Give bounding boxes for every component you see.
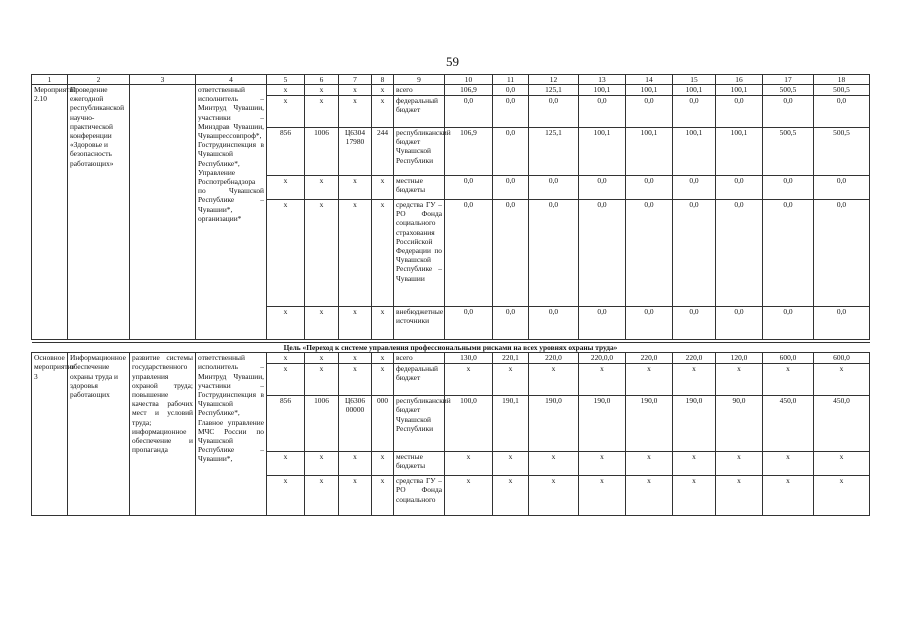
event-number-cell: Мероприятие 2.10 xyxy=(32,85,68,340)
code-cell: 000 xyxy=(372,396,394,452)
source-cell: местные бюджеты xyxy=(394,176,445,200)
header-cell: 17 xyxy=(763,75,814,85)
code-cell: x xyxy=(339,85,372,96)
task-cell: развитие системы государственного управления охраной труда; повышение качества рабочих мест и условий труда; информационное обеспечение и пропаганда xyxy=(130,353,196,516)
value-cell: 0,0 xyxy=(445,176,493,200)
value-cell: 0,0 xyxy=(673,200,716,307)
value-cell: 600,0 xyxy=(814,353,870,364)
value-cell: 220,0,0 xyxy=(579,353,626,364)
value-cell: 0,0 xyxy=(493,128,529,176)
header-cell: 14 xyxy=(626,75,673,85)
value-cell: x xyxy=(626,452,673,476)
code-cell: x xyxy=(267,85,305,96)
header-cell: 9 xyxy=(394,75,445,85)
value-cell: 100,1 xyxy=(626,85,673,96)
value-cell: 0,0 xyxy=(814,200,870,307)
header-cell: 1 xyxy=(32,75,68,85)
value-cell: 100,1 xyxy=(716,128,763,176)
value-cell: 0,0 xyxy=(716,176,763,200)
value-cell: x xyxy=(529,476,579,516)
value-cell: 0,0 xyxy=(673,96,716,128)
value-cell: x xyxy=(579,476,626,516)
source-cell: средства ГУ – РО Фонда социального xyxy=(394,476,445,516)
code-cell: x xyxy=(339,353,372,364)
value-cell: 500,5 xyxy=(814,85,870,96)
value-cell: 500,5 xyxy=(763,128,814,176)
value-cell: 0,0 xyxy=(529,96,579,128)
value-cell: 0,0 xyxy=(445,200,493,307)
code-cell: x xyxy=(305,85,339,96)
table-row xyxy=(32,353,870,364)
value-cell: 0,0 xyxy=(579,307,626,340)
value-cell: x xyxy=(493,452,529,476)
value-cell: 220,1 xyxy=(493,353,529,364)
value-cell: x xyxy=(716,476,763,516)
value-cell: x xyxy=(814,476,870,516)
value-cell: x xyxy=(579,364,626,396)
code-cell: x xyxy=(372,364,394,396)
value-cell: x xyxy=(626,476,673,516)
goal-row xyxy=(32,343,870,353)
value-cell: x xyxy=(716,364,763,396)
value-cell: x xyxy=(716,452,763,476)
value-cell: 0,0 xyxy=(626,200,673,307)
value-cell: 500,5 xyxy=(814,128,870,176)
code-cell: x xyxy=(267,452,305,476)
value-cell: 0,0 xyxy=(579,176,626,200)
value-cell: 0,0 xyxy=(626,96,673,128)
header-cell: 18 xyxy=(814,75,870,85)
code-cell: x xyxy=(305,476,339,516)
header-cell: 8 xyxy=(372,75,394,85)
value-cell: 100,1 xyxy=(716,85,763,96)
value-cell: 0,0 xyxy=(493,85,529,96)
value-cell: 0,0 xyxy=(579,200,626,307)
goal-heading: Цель «Переход к системе управления профессиональными рисками на всех уровнях охраны труда» xyxy=(32,343,870,353)
value-cell: x xyxy=(763,452,814,476)
code-cell: x xyxy=(372,307,394,340)
value-cell: 0,0 xyxy=(814,96,870,128)
value-cell: 0,0 xyxy=(626,307,673,340)
header-cell: 4 xyxy=(196,75,267,85)
code-cell: x xyxy=(305,307,339,340)
value-cell: 0,0 xyxy=(763,200,814,307)
code-cell: x xyxy=(372,452,394,476)
value-cell: x xyxy=(493,364,529,396)
value-cell: 106,9 xyxy=(445,85,493,96)
value-cell: 450,0 xyxy=(763,396,814,452)
code-cell: x xyxy=(339,452,372,476)
value-cell: 100,1 xyxy=(579,128,626,176)
value-cell: 125,1 xyxy=(529,128,579,176)
value-cell: 190,0 xyxy=(579,396,626,452)
value-cell: 500,5 xyxy=(763,85,814,96)
table-row xyxy=(32,85,870,96)
value-cell: x xyxy=(445,364,493,396)
source-cell: внебюджетные источники xyxy=(394,307,445,340)
code-cell: x xyxy=(267,200,305,307)
source-cell: всего xyxy=(394,353,445,364)
code-cell: x xyxy=(339,96,372,128)
code-cell: x xyxy=(372,96,394,128)
value-cell: 0,0 xyxy=(673,176,716,200)
code-cell: 244 xyxy=(372,128,394,176)
value-cell: 190,0 xyxy=(626,396,673,452)
value-cell: 130,0 xyxy=(445,353,493,364)
value-cell: 190,1 xyxy=(493,396,529,452)
header-cell: 13 xyxy=(579,75,626,85)
value-cell: 100,1 xyxy=(579,85,626,96)
value-cell: 0,0 xyxy=(716,200,763,307)
code-cell: x xyxy=(339,476,372,516)
value-cell: 0,0 xyxy=(529,307,579,340)
code-cell: x xyxy=(339,176,372,200)
value-cell: 0,0 xyxy=(626,176,673,200)
event-name-cell: Информационное обеспечение охраны труда и здоровья работающих xyxy=(68,353,130,516)
value-cell: x xyxy=(579,452,626,476)
event-number-cell: Основное мероприятие 3 xyxy=(32,353,68,516)
code-cell: x xyxy=(372,476,394,516)
value-cell: 220,0 xyxy=(529,353,579,364)
value-cell: x xyxy=(673,364,716,396)
value-cell: 0,0 xyxy=(763,96,814,128)
value-cell: 0,0 xyxy=(814,176,870,200)
value-cell: 450,0 xyxy=(814,396,870,452)
header-cell: 10 xyxy=(445,75,493,85)
value-cell: 125,1 xyxy=(529,85,579,96)
value-cell: x xyxy=(814,364,870,396)
code-cell: x xyxy=(267,96,305,128)
value-cell: x xyxy=(673,476,716,516)
header-cell: 2 xyxy=(68,75,130,85)
code-cell: 1006 xyxy=(305,128,339,176)
header-cell: 12 xyxy=(529,75,579,85)
value-cell: x xyxy=(529,364,579,396)
value-cell: x xyxy=(493,476,529,516)
code-cell: x xyxy=(267,353,305,364)
value-cell: 100,1 xyxy=(673,128,716,176)
source-cell: всего xyxy=(394,85,445,96)
code-cell: x xyxy=(305,364,339,396)
value-cell: 0,0 xyxy=(814,307,870,340)
program-table xyxy=(31,74,870,516)
header-row xyxy=(32,75,870,85)
page-number: 59 xyxy=(446,54,459,69)
value-cell: 0,0 xyxy=(493,307,529,340)
value-cell: x xyxy=(529,452,579,476)
header-cell: 15 xyxy=(673,75,716,85)
source-cell: местные бюджеты xyxy=(394,452,445,476)
value-cell: 220,0 xyxy=(626,353,673,364)
code-cell: x xyxy=(305,96,339,128)
code-cell: x xyxy=(339,364,372,396)
value-cell: 106,9 xyxy=(445,128,493,176)
code-cell: Ц6306 00000 xyxy=(339,396,372,452)
value-cell: 0,0 xyxy=(493,200,529,307)
event-name-cell: Проведение ежегодной республиканской научно-практической конференции «Здоровье и безопасность работающих» xyxy=(68,85,130,340)
source-cell: средства ГУ – РО Фонда социального страхования Российской Федерации по Чувашской Республике – Чувашии xyxy=(394,200,445,307)
value-cell: 100,1 xyxy=(673,85,716,96)
value-cell: x xyxy=(445,476,493,516)
code-cell: x xyxy=(267,364,305,396)
source-cell: республиканский бюджет Чувашской Республики xyxy=(394,396,445,452)
code-cell: x xyxy=(339,307,372,340)
code-cell: x xyxy=(339,200,372,307)
code-cell: x xyxy=(305,452,339,476)
value-cell: 0,0 xyxy=(529,200,579,307)
header-cell: 3 xyxy=(130,75,196,85)
source-cell: республиканский бюджет Чувашской Республики xyxy=(394,128,445,176)
code-cell: x xyxy=(372,353,394,364)
task-cell xyxy=(130,85,196,340)
header-cell: 5 xyxy=(267,75,305,85)
value-cell: 120,0 xyxy=(716,353,763,364)
value-cell: 0,0 xyxy=(763,176,814,200)
source-cell: федеральный бюджет xyxy=(394,96,445,128)
value-cell: 190,0 xyxy=(529,396,579,452)
value-cell: 100,1 xyxy=(626,128,673,176)
value-cell: 90,0 xyxy=(716,396,763,452)
code-cell: x xyxy=(305,176,339,200)
value-cell: 0,0 xyxy=(716,307,763,340)
value-cell: 600,0 xyxy=(763,353,814,364)
source-cell: федеральный бюджет xyxy=(394,364,445,396)
header-cell: 7 xyxy=(339,75,372,85)
value-cell: 0,0 xyxy=(716,96,763,128)
code-cell: x xyxy=(305,353,339,364)
value-cell: 220,0 xyxy=(673,353,716,364)
value-cell: x xyxy=(763,476,814,516)
code-cell: x xyxy=(372,176,394,200)
executor-cell: ответственный исполнитель – Минтруд Чувашии, участники – Минздрав Чувашии, Чувашрессовпроф*, Гострудинспекция в Чувашской Республике*, Управление Роспотребнадзора по Чувашской Республике – Чувашии*, организации* xyxy=(196,85,267,340)
value-cell: x xyxy=(814,452,870,476)
value-cell: 0,0 xyxy=(493,176,529,200)
code-cell: x xyxy=(372,85,394,96)
executor-cell: ответственный исполнитель – Минтруд Чувашии, участники – Гострудинспекция в Чувашской Республике*, Главное управление МЧС России по Чувашской Республике – Чувашии*, xyxy=(196,353,267,516)
value-cell: x xyxy=(445,452,493,476)
code-cell: x xyxy=(267,307,305,340)
value-cell: 0,0 xyxy=(529,176,579,200)
value-cell: 100,0 xyxy=(445,396,493,452)
code-cell: x xyxy=(267,476,305,516)
code-cell: Ц6304 17980 xyxy=(339,128,372,176)
value-cell: 0,0 xyxy=(579,96,626,128)
header-cell: 11 xyxy=(493,75,529,85)
value-cell: 0,0 xyxy=(445,307,493,340)
code-cell: x xyxy=(305,200,339,307)
value-cell: 0,0 xyxy=(493,96,529,128)
code-cell: x xyxy=(267,176,305,200)
value-cell: 0,0 xyxy=(763,307,814,340)
code-cell: x xyxy=(372,200,394,307)
value-cell: 0,0 xyxy=(673,307,716,340)
value-cell: 190,0 xyxy=(673,396,716,452)
header-cell: 6 xyxy=(305,75,339,85)
value-cell: x xyxy=(763,364,814,396)
value-cell: x xyxy=(626,364,673,396)
value-cell: x xyxy=(673,452,716,476)
code-cell: 856 xyxy=(267,396,305,452)
value-cell: 0,0 xyxy=(445,96,493,128)
code-cell: 1006 xyxy=(305,396,339,452)
code-cell: 856 xyxy=(267,128,305,176)
header-cell: 16 xyxy=(716,75,763,85)
